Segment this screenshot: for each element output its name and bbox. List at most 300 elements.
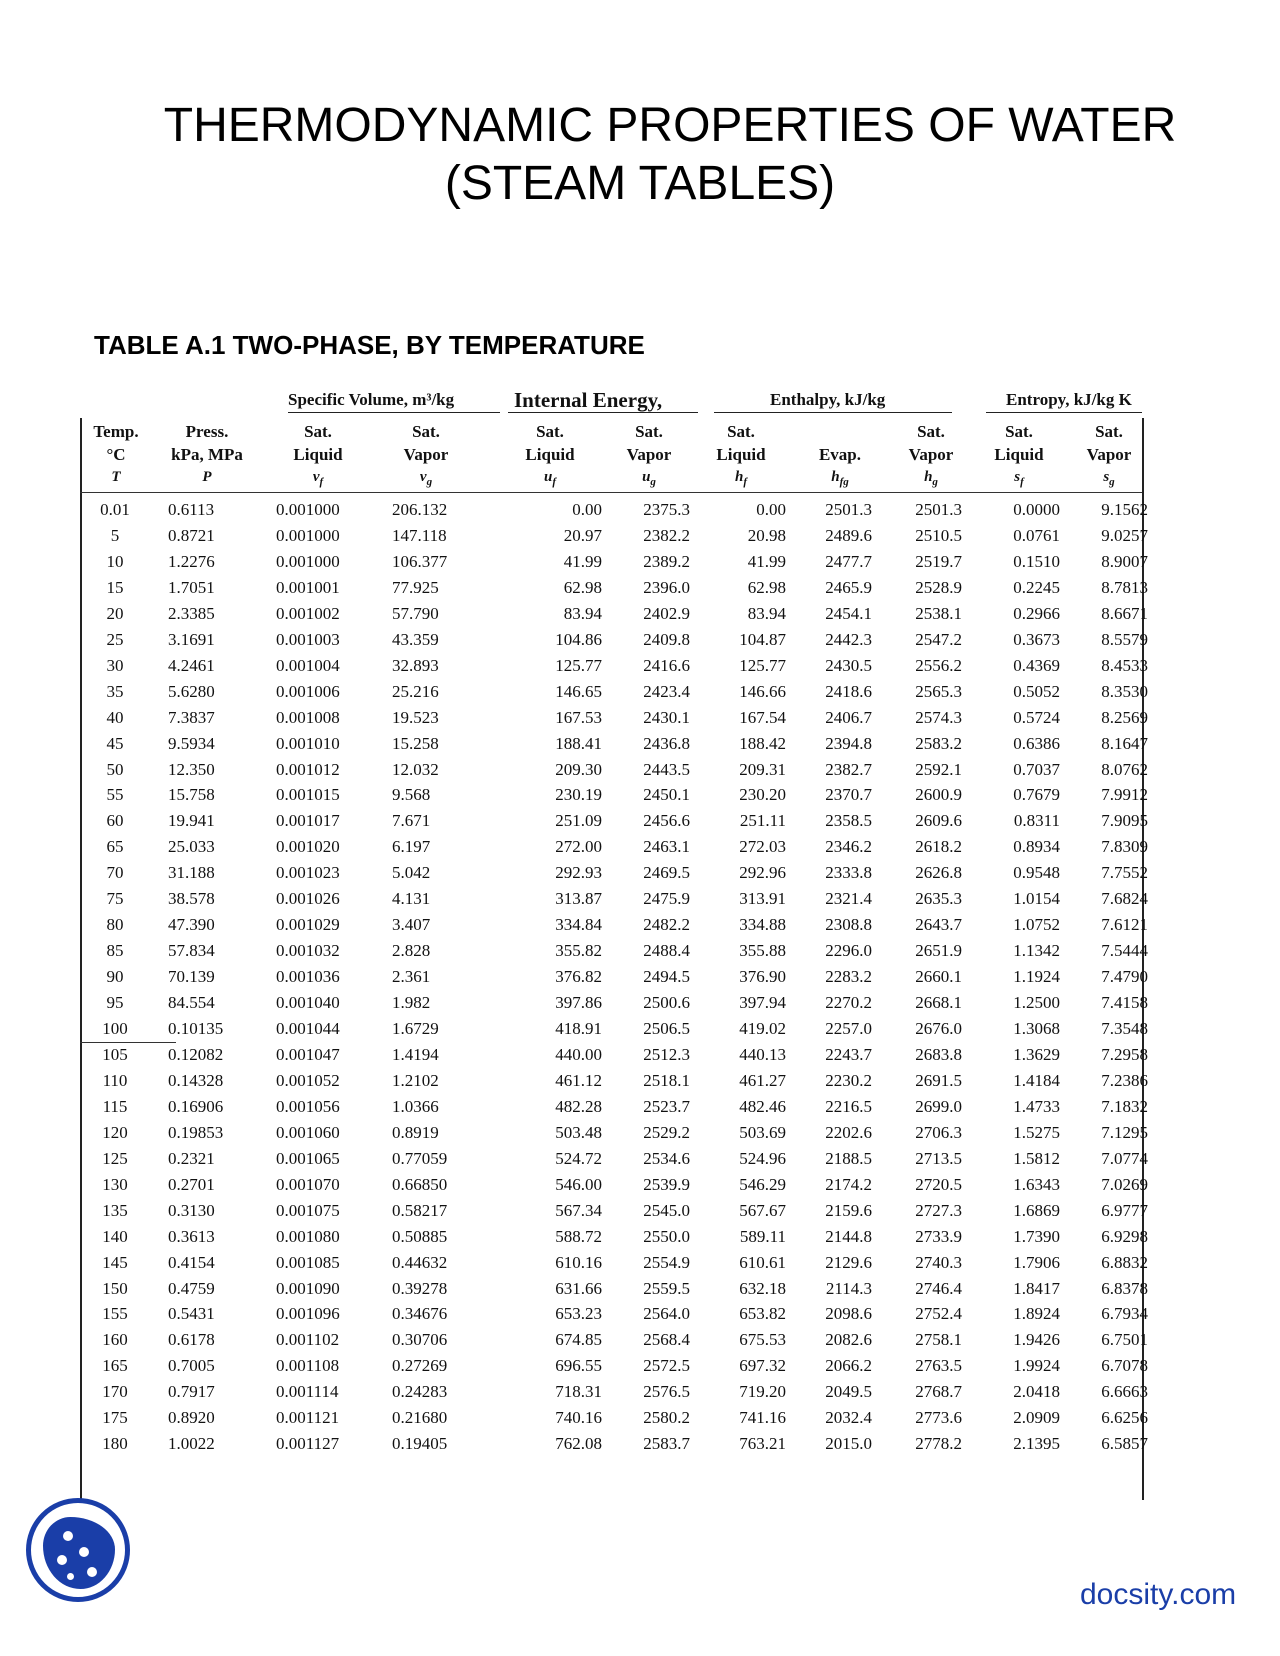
table-cell: 2456.6 [643, 811, 690, 831]
table-cell: 0.21680 [392, 1408, 448, 1428]
header-symbol: $u_g$ [642, 469, 656, 488]
page-title-line2: (STEAM TABLES) [444, 157, 836, 210]
table-cell: 0.001000 [276, 551, 340, 571]
table-cell: 674.85 [555, 1330, 602, 1350]
table-cell: 0.001065 [276, 1148, 340, 1168]
table-cell: 0.44632 [392, 1252, 448, 1272]
table-cell: 2706.3 [915, 1122, 962, 1142]
table-cell: 160 [102, 1330, 128, 1350]
table-cell: 0.8920 [168, 1408, 215, 1428]
table-cell: 83.94 [563, 603, 602, 623]
table-cell: 2409.8 [643, 629, 690, 649]
table-cell: 2230.2 [825, 1070, 872, 1090]
table-cell: 125.77 [555, 655, 602, 675]
table-cell: 2394.8 [825, 733, 872, 753]
table-cell: 2600.9 [915, 785, 962, 805]
table-cell: 167.54 [739, 707, 786, 727]
group-underline [508, 412, 698, 413]
table-cell: 0.2966 [1013, 603, 1060, 623]
column-header [896, 420, 966, 494]
table-cell: 2510.5 [915, 525, 962, 545]
table-title: TABLE A.1 TWO-PHASE, BY TEMPERATURE [94, 330, 645, 360]
table-cell: 12.032 [392, 759, 439, 779]
table-cell: 0.16906 [168, 1096, 224, 1116]
table-cell: 524.96 [739, 1148, 786, 1168]
table-cell: 3.1691 [168, 629, 215, 649]
table-cell: 2270.2 [825, 993, 872, 1013]
table-cell: 524.72 [555, 1148, 602, 1168]
table-cell: 7.5444 [1101, 941, 1148, 961]
table-row [80, 1044, 1148, 1072]
table-cell: 135 [102, 1200, 128, 1220]
table-row [80, 967, 1148, 994]
table-cell: 2494.5 [643, 967, 690, 987]
table-cell: 0.001010 [276, 733, 340, 753]
table-cell: 334.84 [555, 915, 602, 935]
table-cell: 209.31 [739, 759, 786, 779]
table-cell: 2188.5 [825, 1148, 872, 1168]
table-cell: 0.001004 [276, 655, 340, 675]
table-cell: 567.67 [739, 1200, 786, 1220]
table-cell: 2443.5 [643, 759, 690, 779]
table-cell: 6.7934 [1101, 1304, 1148, 1324]
table-cell: 0.4369 [1013, 655, 1060, 675]
table-cell: 7.7552 [1101, 863, 1148, 883]
table-cell: 15 [106, 577, 124, 597]
header-line1: Sat. [917, 422, 945, 441]
table-cell: 334.88 [739, 915, 786, 935]
table-row [80, 655, 1148, 683]
table-cell: 2683.8 [915, 1044, 962, 1064]
table-cell: 70.139 [168, 967, 215, 987]
table-cell: 105 [102, 1044, 128, 1064]
table-cell: 41.99 [747, 551, 786, 571]
table-cell: 170 [102, 1382, 128, 1402]
table-cell: 2534.6 [643, 1148, 690, 1168]
table-cell: 397.94 [739, 993, 786, 1013]
table-cell: 0.001002 [276, 603, 340, 623]
table-row [80, 1278, 1148, 1306]
table-cell: 0.19853 [168, 1122, 224, 1142]
table-cell: 83.94 [747, 603, 786, 623]
table-cell: 0.001006 [276, 681, 340, 701]
table-cell: 145 [102, 1252, 128, 1272]
table-cell: 2773.6 [915, 1408, 962, 1428]
table-cell: 6.8832 [1101, 1252, 1148, 1272]
table-cell: 0.001047 [276, 1044, 340, 1064]
table-cell: 2676.0 [915, 1019, 962, 1038]
table-cell: 1.0154 [1013, 889, 1060, 909]
column-header [388, 420, 464, 494]
table-cell: 2082.6 [825, 1330, 872, 1350]
table-cell: 0.001052 [276, 1070, 340, 1090]
table-cell: 6.6663 [1101, 1382, 1148, 1402]
table-cell: 2699.0 [915, 1096, 962, 1116]
table-cell: 2375.3 [643, 500, 690, 519]
table-cell: 106.377 [392, 551, 448, 571]
table-cell: 589.11 [739, 1226, 786, 1246]
table-cell: 0.001003 [276, 629, 340, 649]
table-cell: 0.001070 [276, 1174, 340, 1194]
header-symbol: $u_f$ [543, 469, 556, 488]
table-row [80, 1408, 1148, 1435]
table-cell: 7.4158 [1101, 993, 1148, 1013]
table-cell: 8.2569 [1101, 707, 1148, 727]
table-cell: 8.5579 [1101, 629, 1148, 649]
table-cell: 1.6343 [1013, 1174, 1060, 1194]
table-cell: 588.72 [555, 1226, 602, 1246]
table-cell: 2713.5 [915, 1148, 962, 1168]
table-cell: 2568.4 [643, 1330, 690, 1350]
header-line1: Sat. [1005, 422, 1033, 441]
table-cell: 762.08 [555, 1434, 602, 1454]
table-cell: 2539.9 [643, 1174, 690, 1194]
table-cell: 1.9426 [1013, 1330, 1060, 1350]
group-internal-energy: Internal Energy, [514, 388, 663, 412]
table-cell: 180 [102, 1434, 128, 1454]
table-cell: 130 [102, 1174, 128, 1194]
table-cell: 1.5275 [1013, 1122, 1060, 1142]
table-cell: 1.3068 [1013, 1019, 1060, 1038]
table-cell: 1.982 [392, 993, 431, 1013]
table-cell: 25 [106, 629, 124, 649]
table-cell: 0.5052 [1013, 681, 1060, 701]
table-cell: 292.93 [555, 863, 602, 883]
table-cell: 9.0257 [1101, 525, 1148, 545]
table-cell: 2727.3 [915, 1200, 962, 1220]
table-cell: 2488.4 [643, 941, 690, 961]
table-cell: 7.1832 [1101, 1096, 1148, 1116]
table-cell: 1.4733 [1013, 1096, 1060, 1116]
table-cell: 2129.6 [825, 1252, 872, 1272]
table-row [80, 551, 1148, 579]
table-cell: 0.66850 [392, 1174, 448, 1194]
section-rule [80, 1042, 176, 1043]
group-underline [986, 412, 1142, 413]
table-cell: 8.0762 [1101, 759, 1148, 779]
table-cell: 9.1562 [1101, 500, 1148, 519]
table-cell: 2454.1 [825, 603, 872, 623]
table-row [80, 500, 1148, 527]
table-cell: 2346.2 [825, 837, 872, 857]
table-cell: 355.82 [555, 941, 602, 961]
table-cell: 2423.4 [643, 681, 690, 701]
table-cell: 1.1924 [1013, 967, 1060, 987]
table-cell: 19.523 [392, 707, 439, 727]
table-cell: 313.87 [555, 889, 602, 909]
table-cell: 2296.0 [825, 941, 872, 961]
table-cell: 1.6869 [1013, 1200, 1060, 1220]
table-cell: 0.001000 [276, 525, 340, 545]
table-cell: 2545.0 [643, 1200, 690, 1220]
table-cell: 0.001017 [276, 811, 340, 831]
table-row [80, 889, 1148, 916]
table-cell: 206.132 [392, 500, 448, 519]
table-cell: 230.20 [739, 785, 786, 805]
table-cell: 718.31 [555, 1382, 602, 1402]
table-cell: 631.66 [555, 1278, 602, 1298]
table-cell: 2746.4 [915, 1278, 962, 1298]
table-cell: 230.19 [555, 785, 602, 805]
table-cell: 0.001114 [276, 1382, 339, 1402]
table-cell: 2763.5 [915, 1356, 962, 1376]
table-cell: 741.16 [739, 1408, 786, 1428]
table-cell: 4.131 [392, 889, 431, 909]
table-cell: 0.5431 [168, 1304, 215, 1324]
table-cell: 2144.8 [825, 1226, 872, 1246]
table-cell: 0.4154 [168, 1252, 215, 1272]
table-cell: 2635.3 [915, 889, 962, 909]
table-cell: 95 [106, 993, 124, 1013]
table-cell: 2174.2 [825, 1174, 872, 1194]
table-cell: 2382.7 [825, 759, 872, 779]
group-entropy: Entropy, kJ/kg K [1006, 390, 1132, 409]
column-header [158, 420, 256, 489]
docsity-brand[interactable]: docsity.com [1080, 1578, 1237, 1611]
table-cell: 2580.2 [643, 1408, 690, 1428]
table-cell: 2651.9 [915, 941, 962, 961]
table-cell: 482.28 [555, 1096, 602, 1116]
table-cell: 2333.8 [825, 863, 872, 883]
table-cell: 0.7917 [168, 1382, 215, 1402]
table-cell: 7.1295 [1101, 1122, 1148, 1142]
header-line1 [806, 420, 874, 443]
table-cell: 2396.0 [643, 577, 690, 597]
table-cell: 25.216 [392, 681, 439, 701]
table-cell: 2554.9 [643, 1252, 690, 1272]
table-cell: 2565.3 [915, 681, 962, 701]
table-cell: 2691.5 [915, 1070, 962, 1090]
table-cell: 0.001001 [276, 577, 340, 597]
header-line1: Sat. [412, 422, 440, 441]
table-cell: 25.033 [168, 837, 215, 857]
table-cell: 0.14328 [168, 1070, 224, 1090]
header-line1: Sat. [536, 422, 564, 441]
table-cell: 440.13 [739, 1044, 786, 1064]
table-cell: 0.8721 [168, 525, 215, 545]
table-cell: 0.00 [572, 500, 602, 519]
table-cell: 0.7005 [168, 1356, 215, 1376]
table-cell: 100 [102, 1019, 128, 1038]
table-cell: 115 [102, 1096, 128, 1116]
table-row [80, 733, 1148, 761]
table-cell: 125 [102, 1148, 128, 1168]
table-cell: 0.12082 [168, 1044, 224, 1064]
table-cell: 461.12 [555, 1070, 602, 1090]
table-cell: 2450.1 [643, 785, 690, 805]
table-cell: 60 [106, 811, 124, 831]
table-cell: 546.00 [555, 1174, 602, 1194]
table-cell: 0.001044 [276, 1019, 340, 1038]
table-cell: 0.6113 [168, 500, 215, 519]
group-underline [714, 412, 952, 413]
table-row [80, 603, 1148, 631]
table-cell: 2243.7 [825, 1044, 872, 1064]
table-cell: 653.82 [739, 1304, 786, 1324]
table-cell: 2618.2 [915, 837, 962, 857]
table-row [80, 1200, 1148, 1228]
table-cell: 503.48 [555, 1122, 602, 1142]
table-cell: 2547.2 [915, 629, 962, 649]
table-cell: 2370.7 [825, 785, 872, 805]
table-cell: 0.0761 [1013, 525, 1060, 545]
table-cell: 0.001000 [276, 500, 340, 519]
table-cell: 147.118 [392, 525, 447, 545]
table-cell: 2.0909 [1013, 1408, 1060, 1428]
table-cell: 0.10135 [168, 1019, 224, 1038]
table-cell: 697.32 [739, 1356, 786, 1376]
table-cell: 2720.5 [915, 1174, 962, 1194]
table-row [80, 993, 1148, 1020]
table-cell: 2465.9 [825, 577, 872, 597]
table-cell: 2592.1 [915, 759, 962, 779]
header-line2: kPa, MPa [171, 445, 243, 464]
table-cell: 0.2701 [168, 1174, 215, 1194]
table-cell: 0.34676 [392, 1304, 448, 1324]
table-cell: 40 [106, 707, 124, 727]
table-cell: 7.3837 [168, 707, 215, 727]
table-cell: 0.39278 [392, 1278, 448, 1298]
table-cell: 2572.5 [643, 1356, 690, 1376]
table-cell: 1.5812 [1013, 1148, 1060, 1168]
table-cell: 2660.1 [915, 967, 962, 987]
table-cell: 763.21 [739, 1434, 786, 1454]
table-cell: 0.8919 [392, 1122, 439, 1142]
page-title-line1: THERMODYNAMIC PROPERTIES OF WATER [163, 99, 1177, 152]
table-cell: 503.69 [739, 1122, 786, 1142]
table-cell: 2583.2 [915, 733, 962, 753]
table-cell: 251.09 [555, 811, 602, 831]
table-cell: 31.188 [168, 863, 215, 883]
table-cell: 1.2102 [392, 1070, 439, 1090]
table-cell: 0.6178 [168, 1330, 215, 1350]
table-cell: 0.7037 [1013, 759, 1060, 779]
table-cell: 41.99 [563, 551, 602, 571]
table-cell: 2758.1 [915, 1330, 962, 1350]
table-cell: 0.001080 [276, 1226, 340, 1246]
table-cell: 653.23 [555, 1304, 602, 1324]
table-cell: 2501.3 [915, 500, 962, 519]
table-cell: 35 [106, 681, 124, 701]
table-cell: 376.90 [739, 967, 786, 987]
table-cell: 2506.5 [643, 1019, 690, 1038]
table-cell: 2556.2 [915, 655, 962, 675]
table-cell: 5.042 [392, 863, 431, 883]
table-cell: 9.5934 [168, 733, 215, 753]
table-cell: 440.00 [555, 1044, 602, 1064]
table-cell: 38.578 [168, 889, 215, 909]
table-cell: 0.001090 [276, 1278, 340, 1298]
table-row [80, 525, 1148, 553]
table-cell: 2216.5 [825, 1096, 872, 1116]
table-cell: 2159.6 [825, 1200, 872, 1220]
table-cell: 0.001015 [276, 785, 340, 805]
table-cell: 1.7906 [1013, 1252, 1060, 1272]
table-cell: 0.001056 [276, 1096, 340, 1116]
table-cell: 7.9912 [1101, 785, 1148, 805]
table-row [80, 681, 1148, 709]
table-cell: 84.554 [168, 993, 215, 1013]
table-cell: 77.925 [392, 577, 439, 597]
header-line1: Temp. [93, 422, 139, 441]
header-line1: Sat. [635, 422, 663, 441]
table-cell: 610.61 [739, 1252, 786, 1272]
table-cell: 120 [102, 1122, 128, 1142]
table-cell: 7.0774 [1101, 1148, 1148, 1168]
table-cell: 146.65 [555, 681, 602, 701]
table-cell: 0.6386 [1013, 733, 1060, 753]
table-cell: 85 [106, 941, 124, 961]
table-cell: 2015.0 [825, 1434, 872, 1454]
group-enthalpy: Enthalpy, kJ/kg [770, 390, 886, 409]
header-line1: Sat. [1095, 422, 1123, 441]
table-cell: 125.77 [739, 655, 786, 675]
table-cell: 0.50885 [392, 1226, 448, 1246]
table-cell: 20.97 [563, 525, 602, 545]
table-cell: 6.5857 [1101, 1434, 1148, 1454]
column-header [280, 420, 356, 494]
table-cell: 104.87 [739, 629, 786, 649]
header-symbol: $s_f$ [1014, 469, 1024, 488]
table-cell: 3.407 [392, 915, 431, 935]
table-cell: 2.0418 [1013, 1382, 1060, 1402]
table-cell: 0.001096 [276, 1304, 340, 1324]
table-cell: 2469.5 [643, 863, 690, 883]
table-cell: 0.58217 [392, 1200, 448, 1220]
table-cell: 355.88 [739, 941, 786, 961]
table-cell: 7.671 [392, 811, 431, 831]
table-cell: 2643.7 [915, 915, 962, 935]
table-row [80, 1356, 1148, 1383]
table-cell: 567.34 [555, 1200, 602, 1220]
table-cell: 6.9777 [1101, 1200, 1148, 1220]
table-row [80, 759, 1148, 787]
column-header [512, 420, 588, 494]
group-specific-volume: Specific Volume, m³/kg [288, 390, 455, 409]
table-cell: 0.9548 [1013, 863, 1060, 883]
table-cell: 7.0269 [1101, 1174, 1148, 1194]
docsity-logo-icon [26, 1498, 130, 1602]
table-cell: 313.91 [739, 889, 786, 909]
table-cell: 2416.6 [643, 655, 690, 675]
table-cell: 6.9298 [1101, 1226, 1148, 1246]
table-cell: 2032.4 [825, 1408, 872, 1428]
table-cell: 43.359 [392, 629, 439, 649]
header-symbol: $h_{fg}$ [831, 469, 849, 488]
table-cell: 55 [106, 785, 124, 805]
table-row [80, 941, 1148, 968]
table-cell: 2430.5 [825, 655, 872, 675]
table-cell: 2512.3 [643, 1044, 690, 1064]
table-cell: 62.98 [747, 577, 786, 597]
table-cell: 2.828 [392, 941, 431, 961]
table-cell: 0.2245 [1013, 577, 1060, 597]
table-row [80, 837, 1148, 864]
header-symbol: $h_g$ [924, 469, 938, 488]
table-cell: 6.197 [392, 837, 431, 857]
table-cell: 2778.2 [915, 1434, 962, 1454]
table-cell: 1.2500 [1013, 993, 1060, 1013]
table-cell: 0.8934 [1013, 837, 1060, 857]
table-cell: 2114.3 [825, 1278, 872, 1298]
column-header [806, 420, 874, 494]
table-row [80, 1174, 1148, 1202]
table-cell: 2559.5 [643, 1278, 690, 1298]
header-line2: Liquid [293, 445, 343, 464]
table-row [80, 915, 1148, 942]
table-cell: 30 [106, 655, 124, 675]
table-cell: 632.18 [739, 1278, 786, 1298]
